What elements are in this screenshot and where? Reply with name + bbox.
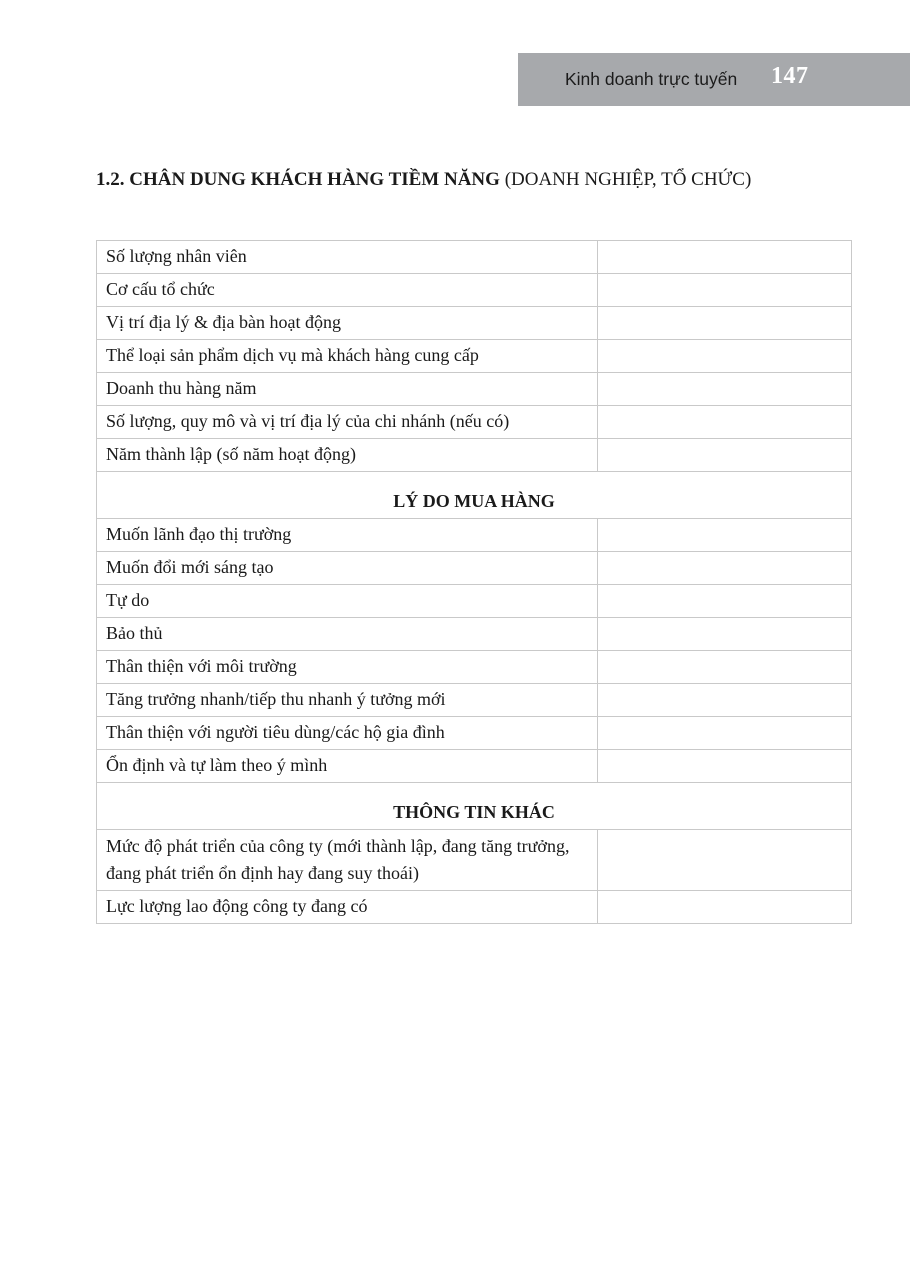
table-row: [97, 717, 852, 750]
table-row: [97, 651, 852, 684]
row-value-cell: [598, 585, 852, 618]
row-label: Muốn đổi mới sáng tạo: [97, 552, 598, 585]
table-row: [97, 585, 852, 618]
row-label: Thân thiện với người tiêu dùng/các hộ gia đình: [97, 717, 598, 750]
table-row: [97, 684, 852, 717]
row-value-cell: [598, 439, 852, 472]
row-label: Số lượng nhân viên: [97, 241, 598, 274]
row-value-cell: [598, 373, 852, 406]
table-row: [97, 830, 852, 891]
table-row: [97, 241, 852, 274]
row-label: Ổn định và tự làm theo ý mình: [97, 750, 598, 783]
row-value-cell: [598, 519, 852, 552]
table-row: [97, 439, 852, 472]
table-row: [97, 373, 852, 406]
table-row: [97, 307, 852, 340]
row-value-cell: [598, 552, 852, 585]
row-label: Năm thành lập (số năm hoạt động): [97, 439, 598, 472]
row-value-cell: [598, 891, 852, 924]
table-row: [97, 406, 852, 439]
table-row: [97, 274, 852, 307]
table-row: [97, 340, 852, 373]
row-value-cell: [598, 618, 852, 651]
row-label: Thân thiện với môi trường: [97, 651, 598, 684]
row-label: Bảo thủ: [97, 618, 598, 651]
table-row: [97, 750, 852, 783]
group-heading-row: [97, 783, 852, 830]
row-label: Muốn lãnh đạo thị trường: [97, 519, 598, 552]
row-value-cell: [598, 406, 852, 439]
table-row: [97, 891, 852, 924]
row-label: Cơ cấu tổ chức: [97, 274, 598, 307]
row-value-cell: [598, 717, 852, 750]
row-value-cell: [598, 830, 852, 891]
table-row: [97, 618, 852, 651]
section-title: 1.2. CHÂN DUNG KHÁCH HÀNG TIỀM NĂNG: [96, 169, 500, 190]
row-value-cell: [598, 307, 852, 340]
row-label: Thể loại sản phẩm dịch vụ mà khách hàng cung cấp: [97, 340, 598, 373]
row-value-cell: [598, 340, 852, 373]
row-label: Tăng trưởng nhanh/tiếp thu nhanh ý tưởng mới: [97, 684, 598, 717]
row-value-cell: [598, 651, 852, 684]
row-label: Vị trí địa lý & địa bàn hoạt động: [97, 307, 598, 340]
other-info-heading: THÔNG TIN KHÁC: [97, 783, 852, 830]
section-subtitle: (DOANH NGHIỆP, TỔ CHỨC): [499, 169, 752, 190]
book-title: Kinh doanh trực tuyến: [565, 69, 738, 89]
table-row: [97, 519, 852, 552]
row-label: Lực lượng lao động công ty đang có: [97, 891, 598, 924]
page-number: 147: [771, 63, 809, 89]
row-value-cell: [598, 274, 852, 307]
row-label: Số lượng, quy mô và vị trí địa lý của chi nhánh (nếu có): [97, 406, 598, 439]
row-value-cell: [598, 750, 852, 783]
customer-profile-table: [96, 240, 852, 924]
reasons-heading: LÝ DO MUA HÀNG: [97, 472, 852, 519]
running-header: [518, 53, 910, 106]
row-label: Doanh thu hàng năm: [97, 373, 598, 406]
row-value-cell: [598, 241, 852, 274]
group-heading-row: [97, 472, 852, 519]
section-heading: [96, 169, 751, 191]
table-row: [97, 552, 852, 585]
row-label: Tự do: [97, 585, 598, 618]
row-label: Mức độ phát triển của công ty (mới thành lập, đang tăng trưởng, đang phát triển ổn định hay đang suy thoái): [97, 830, 598, 891]
row-value-cell: [598, 684, 852, 717]
